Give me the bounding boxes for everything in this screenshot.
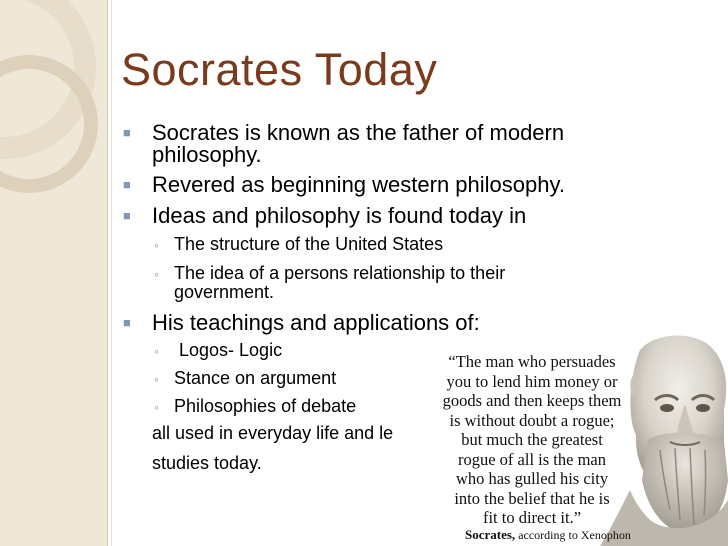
sub-bullet-text: Logos- Logic [174, 340, 283, 360]
quote-source: according to Xenophon [518, 528, 631, 542]
bullet-marker-icon: ■ [123, 208, 131, 223]
bullet-continuation: philosophy. [152, 142, 262, 167]
quote-author: Socrates, [465, 527, 516, 542]
sub-bullet-item [154, 368, 337, 388]
quote-line: who has gulled his city [455, 469, 609, 488]
bullet-text: Socrates is known as the father of modern [152, 120, 565, 145]
bullet-marker-icon: ■ [123, 125, 131, 140]
quote-line: but much the greatest [461, 430, 603, 449]
bullet-item [123, 310, 480, 335]
sub-bullet-item [154, 396, 357, 416]
bullet-item [123, 120, 565, 145]
circle-marker-icon: ◦ [154, 237, 159, 253]
sub-bullet-text: The idea of a persons relationship to their [174, 263, 506, 283]
quote-line: you to lend him money or [446, 371, 618, 391]
quote-line: into the belief that he is [454, 488, 610, 508]
bullet-item [123, 172, 565, 197]
quote-line: rogue of all is the man [457, 449, 606, 469]
quote-line: “The man who persuades [448, 352, 616, 371]
quote-attribution [465, 527, 631, 543]
sub-bullet-text: The structure of the United States [174, 234, 444, 254]
bullet-marker-icon: ■ [123, 315, 131, 330]
bullet-item [123, 203, 527, 228]
sub-bullet-text: Stance on argument [174, 368, 337, 388]
bullet-text: His teachings and applications of: [152, 310, 480, 335]
sub-bullet-item [154, 263, 506, 283]
quote-block [432, 352, 632, 528]
body-text: all used in everyday life and le [152, 423, 394, 443]
circle-marker-icon: ◦ [154, 266, 159, 282]
bullet-text: Revered as beginning western philosophy. [152, 172, 565, 197]
body-text: studies today. [152, 453, 262, 473]
circle-marker-icon: ◦ [154, 399, 159, 415]
sub-bullet-continuation: government. [174, 282, 275, 302]
quote-line: is without doubt a rogue; [449, 410, 615, 430]
quote-line: fit to direct it.” [482, 508, 582, 527]
quote-line: goods and then keeps them [442, 391, 622, 410]
sub-bullet-text: Philosophies of debate [174, 396, 357, 416]
bullet-marker-icon: ■ [123, 177, 131, 192]
sub-bullet-item [154, 340, 283, 360]
circle-marker-icon: ◦ [154, 371, 159, 387]
bullet-text: Ideas and philosophy is found today in [152, 203, 527, 228]
slide-title: Socrates Today [121, 44, 438, 95]
sub-bullet-item [154, 234, 444, 254]
circle-marker-icon: ◦ [154, 343, 159, 359]
